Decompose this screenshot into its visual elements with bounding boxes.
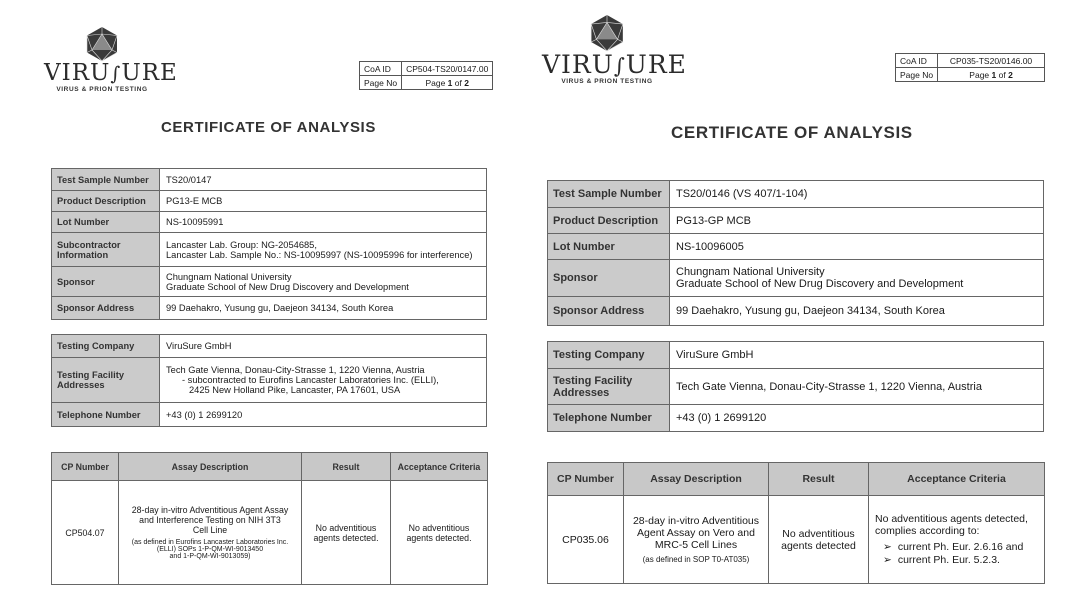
row-value: PG13-E MCB <box>160 191 487 212</box>
icosahedron-logo-icon <box>85 26 119 62</box>
assay-criteria: No adventitious agents detected. <box>391 481 488 585</box>
row-value: TS20/0146 (VS 407/1-104) <box>670 181 1044 208</box>
facility-row-telephone <box>548 405 1044 432</box>
page-no-label: Page No <box>896 68 938 82</box>
assay-criteria: No adventitious agents detected, complies according to: ➢ current Ph. Eur. 2.6.16 and ➢ current Ph. Eur. 5.2.3. <box>869 496 1045 584</box>
sample-row-lot <box>52 212 487 233</box>
sample-row-test-number <box>548 181 1044 208</box>
facility-info-table <box>547 341 1044 432</box>
row-value: Chungnam National University Graduate School of New Drug Discovery and Development <box>670 260 1044 297</box>
row-value: +43 (0) 1 2699120 <box>670 405 1044 432</box>
row-value: 99 Daehakro, Yusung gu, Daejeon 34134, South Korea <box>160 297 487 320</box>
arrow-bullet-icon: ➢ <box>883 540 892 553</box>
sample-row-lot <box>548 234 1044 260</box>
assay-description: 28-day in-vitro Adventitious Agent Assay and Interference Testing on NIH 3T3 Cell Line (as defined in Eurofins Lancaster Laboratories Inc. (ELLI) SOPs 1-P-QM-WI-9013450 and 1-P-QM-WI-9013059) <box>119 481 302 585</box>
coa-id-value: CP035-TS20/0146.00 <box>938 54 1045 68</box>
assay-description: 28-day in-vitro Adventitious Agent Assay on Vero and MRC-5 Cell Lines (as defined in SOP T0-AT035) <box>624 496 769 584</box>
facility-row-addresses <box>548 369 1044 405</box>
header-cp-number: CP Number <box>52 453 119 481</box>
facility-row-addresses <box>52 358 487 403</box>
assay-table <box>547 462 1045 584</box>
row-value: ViruSure GmbH <box>670 342 1044 369</box>
assay-row <box>52 481 488 585</box>
page-no-value: Page 1 of 2 <box>402 76 493 90</box>
row-key: Testing Company <box>52 335 160 358</box>
assay-result: No adventitious agents detected <box>769 496 869 584</box>
row-key: Testing Company <box>548 342 670 369</box>
sample-row-test-number <box>52 169 487 191</box>
logo-wordmark: VIRU∫URE <box>44 60 178 86</box>
row-value: NS-10096005 <box>670 234 1044 260</box>
row-value: +43 (0) 1 2699120 <box>160 403 487 427</box>
row-key: Sponsor Address <box>52 297 160 320</box>
coa-id-label: CoA ID <box>360 62 402 76</box>
row-key: Testing Facility Addresses <box>548 369 670 405</box>
sample-row-product <box>548 208 1044 234</box>
coa-box <box>359 61 493 90</box>
cp-number: CP504.07 <box>52 481 119 585</box>
certificate-a <box>0 0 540 600</box>
sample-info-table <box>51 168 487 320</box>
header-acceptance-criteria: Acceptance Criteria <box>391 453 488 481</box>
row-key: Test Sample Number <box>52 169 160 191</box>
row-key: Telephone Number <box>548 405 670 432</box>
coa-id-value: CP504-TS20/0147.00 <box>402 62 493 76</box>
cp-number: CP035.06 <box>548 496 624 584</box>
row-key: Lot Number <box>548 234 670 260</box>
header-acceptance-criteria: Acceptance Criteria <box>869 463 1045 496</box>
logo-tagline: VIRUS & PRION TESTING <box>561 78 653 85</box>
header-assay-description: Assay Description <box>624 463 769 496</box>
criteria-item: ➢ current Ph. Eur. 2.6.16 and <box>883 540 1024 553</box>
header-result: Result <box>769 463 869 496</box>
header-assay-description: Assay Description <box>119 453 302 481</box>
facility-info-table <box>51 334 487 427</box>
virusure-logo <box>542 14 687 85</box>
facility-row-company <box>548 342 1044 369</box>
row-value: Tech Gate Vienna, Donau-City-Strasse 1, 1220 Vienna, Austria - subcontracted to Eurofins Lancaster Laboratories Inc. (ELLI), 2425 New Holland Pike, Lancaster, PA 17601, USA <box>160 358 487 403</box>
row-value: Lancaster Lab. Group: NG-2054685, Lancaster Lab. Sample No.: NS-10095997 (NS-10095996 for interference) <box>160 233 487 267</box>
certificate-title: CERTIFICATE OF ANALYSIS <box>671 123 913 142</box>
criteria-item: ➢ current Ph. Eur. 5.2.3. <box>883 553 1000 566</box>
row-value: PG13-GP MCB <box>670 208 1044 234</box>
row-value: TS20/0147 <box>160 169 487 191</box>
icosahedron-logo-icon <box>589 14 625 52</box>
sample-row-sponsor <box>548 260 1044 297</box>
criteria-list <box>875 541 1043 566</box>
header-cp-number: CP Number <box>548 463 624 496</box>
facility-row-company <box>52 335 487 358</box>
row-value: NS-10095991 <box>160 212 487 233</box>
row-key: Test Sample Number <box>548 181 670 208</box>
sample-row-subcontractor <box>52 233 487 267</box>
certificate-b <box>540 0 1089 600</box>
assay-table <box>51 452 488 585</box>
row-key: Sponsor <box>52 267 160 297</box>
facility-row-telephone <box>52 403 487 427</box>
header-result: Result <box>302 453 391 481</box>
assay-result: No adventitious agents detected. <box>302 481 391 585</box>
row-key: Subcontractor Information <box>52 233 160 267</box>
row-key: Sponsor <box>548 260 670 297</box>
row-value: ViruSure GmbH <box>160 335 487 358</box>
arrow-bullet-icon: ➢ <box>883 553 892 566</box>
certificate-title: CERTIFICATE OF ANALYSIS <box>161 119 376 136</box>
page-no-value: Page 1 of 2 <box>938 68 1045 82</box>
row-key: Sponsor Address <box>548 297 670 326</box>
row-key: Lot Number <box>52 212 160 233</box>
coa-id-label: CoA ID <box>896 54 938 68</box>
row-key: Telephone Number <box>52 403 160 427</box>
row-value: Chungnam National University Graduate School of New Drug Discovery and Development <box>160 267 487 297</box>
virusure-logo <box>44 26 178 93</box>
row-value: Tech Gate Vienna, Donau-City-Strasse 1, 1220 Vienna, Austria <box>670 369 1044 405</box>
row-key: Testing Facility Addresses <box>52 358 160 403</box>
sample-row-sponsor <box>52 267 487 297</box>
sample-row-sponsor-address <box>548 297 1044 326</box>
row-key: Product Description <box>548 208 670 234</box>
sample-info-table <box>547 180 1044 326</box>
sample-row-sponsor-address <box>52 297 487 320</box>
row-value: 99 Daehakro, Yusung gu, Daejeon 34134, South Korea <box>670 297 1044 326</box>
logo-wordmark: VIRU∫URE <box>542 50 687 79</box>
assay-row <box>548 496 1045 584</box>
coa-box <box>895 53 1045 82</box>
row-key: Product Description <box>52 191 160 212</box>
logo-tagline: VIRUS & PRION TESTING <box>56 86 148 93</box>
page-no-label: Page No <box>360 76 402 90</box>
sample-row-product <box>52 191 487 212</box>
